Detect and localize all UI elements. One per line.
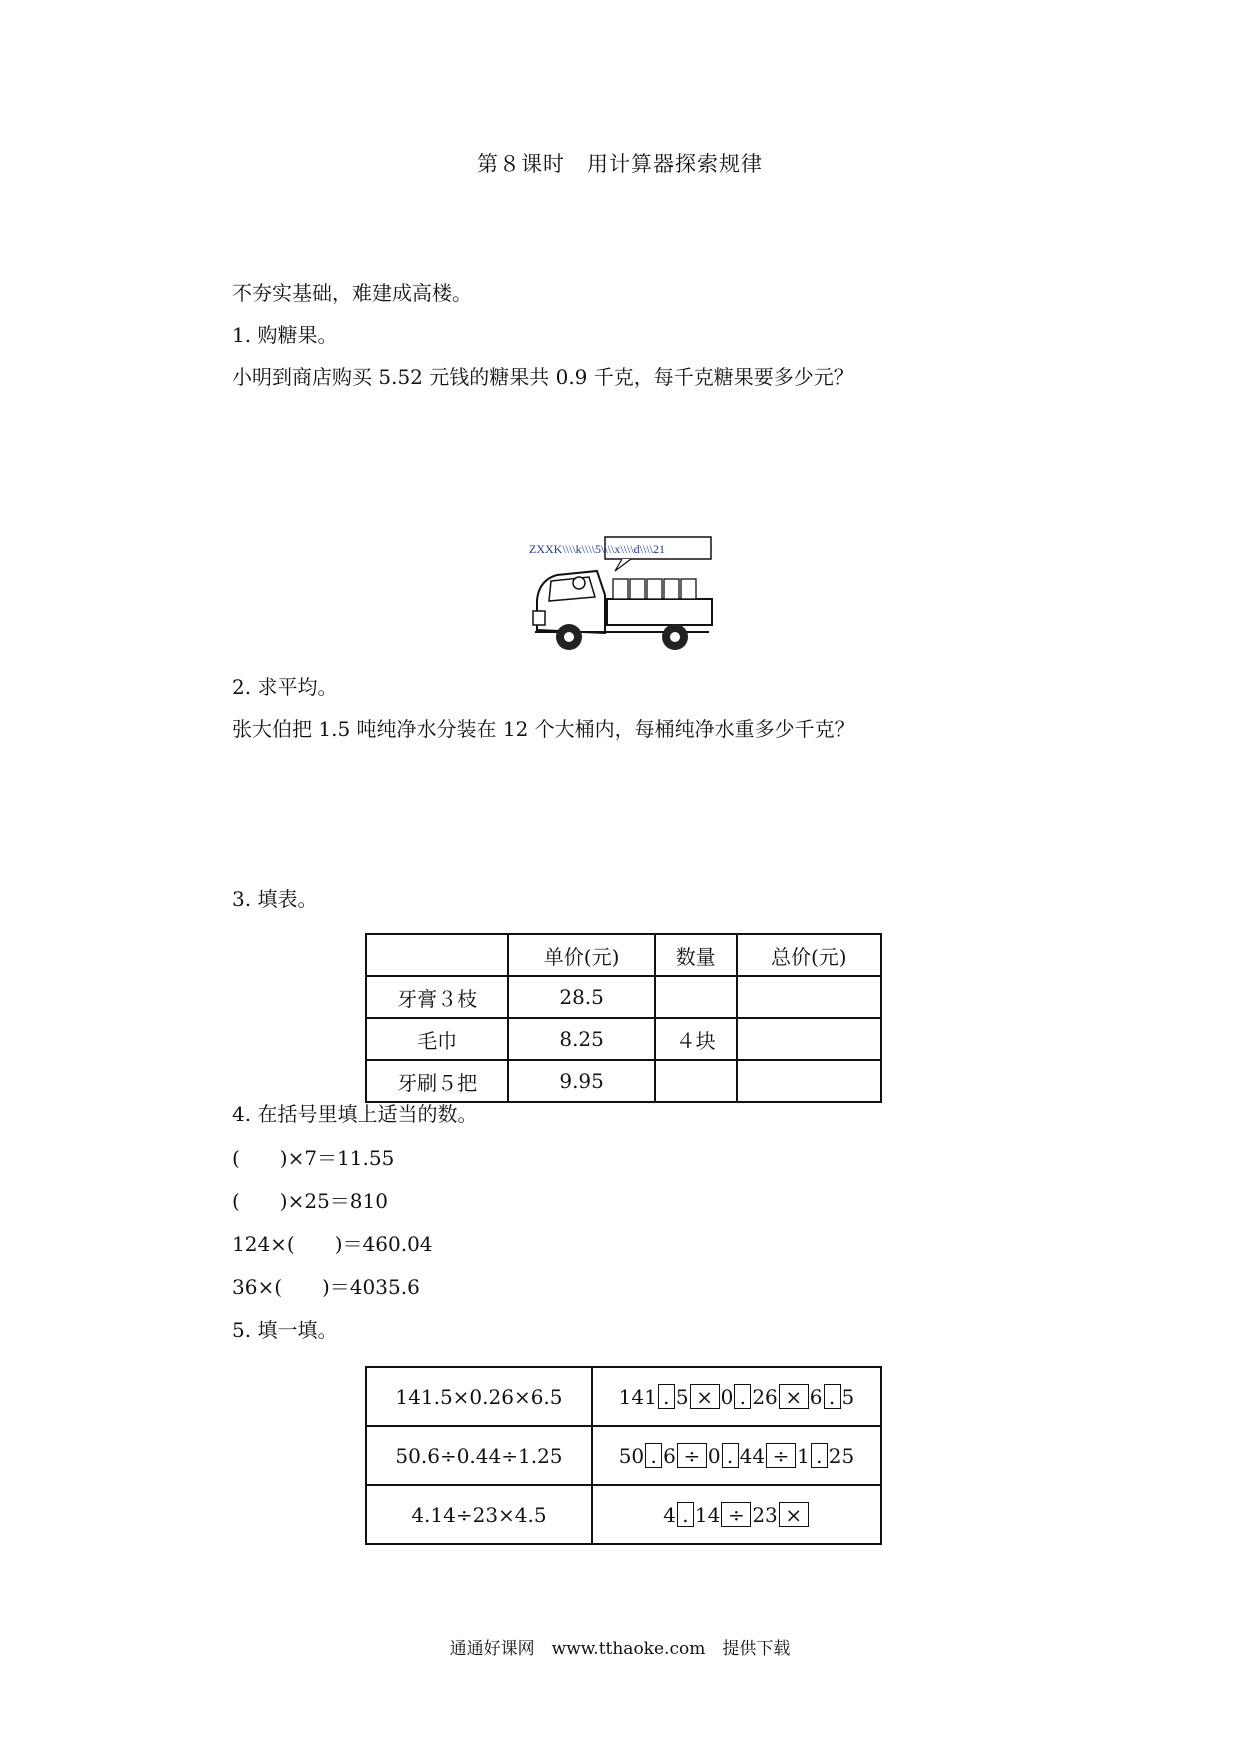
keystroke-sequence [619,1384,855,1409]
intro-text: 不夯实基础，难建成高楼。 [232,281,472,305]
table-row [366,1426,881,1485]
table-cell: 9.95 [508,1060,654,1102]
divide-key: ÷ [721,1502,751,1527]
multiply-key: × [779,1502,809,1527]
digit-text: 0 [707,1443,721,1468]
truck-illustration [527,535,717,660]
decimal-key: . [677,1502,694,1527]
table-row [366,1367,881,1426]
table-header-row [366,934,881,976]
table-cell [655,1060,737,1102]
digit-text: 4 [663,1502,676,1527]
table-header-cell [366,934,508,976]
watermark-text: ZXXK\\\\k\\\\5\\\\x\\\\d\\\\21 [529,542,666,556]
table-cell: 牙膏３枝 [366,976,508,1018]
footer-credit: 通通好课网 www.tthaoke.com 提供下载 [449,1639,791,1659]
q2-heading: 2. 求平均。 [232,675,338,699]
table-cell: 8.25 [508,1018,654,1060]
q4-equation: 36×( )＝4035.6 [232,1275,420,1299]
table-header-cell: 数量 [655,934,737,976]
multiply-key: × [690,1384,720,1409]
keystroke-sequence [663,1502,810,1527]
digit-text: 6 [809,1384,823,1409]
table-row [366,976,881,1018]
q1-heading: 1. 购糖果。 [232,323,338,347]
divide-key: ÷ [766,1443,796,1468]
table-cell [737,1018,881,1060]
keystroke-sequence [619,1443,855,1468]
digit-text: 44 [739,1443,766,1468]
expression-cell: 141.5×0.26×6.5 [366,1367,592,1426]
q3-heading: 3. 填表。 [232,887,318,911]
expression-cell: 50.6÷0.44÷1.25 [366,1426,592,1485]
table-cell: 牙刷５把 [366,1060,508,1102]
keystroke-cell [592,1367,881,1426]
keystroke-cell [592,1426,881,1485]
price-table [365,933,882,1103]
decimal-key: . [722,1443,739,1468]
table-row [366,1060,881,1102]
calculator-table [365,1366,882,1545]
table-cell: 28.5 [508,976,654,1018]
keystroke-cell [592,1485,881,1544]
expression-cell: 4.14÷23×4.5 [366,1485,592,1544]
digit-text: 5 [675,1384,689,1409]
q4-heading: 4. 在括号里填上适当的数。 [232,1102,478,1126]
multiply-key: × [779,1384,809,1409]
digit-text: 25 [828,1443,855,1468]
digit-text: 14 [694,1502,721,1527]
divide-key: ÷ [677,1443,707,1468]
table-cell: ４块 [655,1018,737,1060]
table-row [366,1485,881,1544]
digit-text: 50 [618,1443,645,1468]
digit-text: 141 [618,1384,657,1409]
table-cell [737,1060,881,1102]
q2-text: 张大伯把 1.5 吨纯净水分装在 12 个大桶内，每桶纯净水重多少千克？ [232,717,855,741]
table-cell: 毛巾 [366,1018,508,1060]
digit-text: 6 [663,1443,676,1468]
decimal-key: . [734,1384,751,1409]
table-row [366,1018,881,1060]
decimal-key: . [824,1384,841,1409]
digit-text: 26 [752,1384,778,1409]
table-header-cell: 单价(元) [508,934,654,976]
q4-equation: 124×( )＝460.04 [232,1232,433,1256]
q5-heading: 5. 填一填。 [232,1318,338,1342]
digit-text: 1 [797,1443,810,1468]
digit-text: 5 [841,1384,855,1409]
q1-text: 小明到商店购买 5.52 元钱的糖果共 0.9 千克，每千克糖果要多少元？ [232,365,854,389]
q4-equation: ( )×25＝810 [232,1189,388,1213]
decimal-key: . [811,1443,828,1468]
table-cell [737,976,881,1018]
page-title: 第８课时 用计算器探索规律 [477,152,763,176]
table-cell [655,976,737,1018]
decimal-key: . [645,1443,662,1468]
decimal-key: . [658,1384,675,1409]
table-header-cell: 总价(元) [737,934,881,976]
q4-equation: ( )×7＝11.55 [232,1146,395,1170]
digit-text: 23 [752,1502,778,1527]
digit-text: 0 [720,1384,734,1409]
